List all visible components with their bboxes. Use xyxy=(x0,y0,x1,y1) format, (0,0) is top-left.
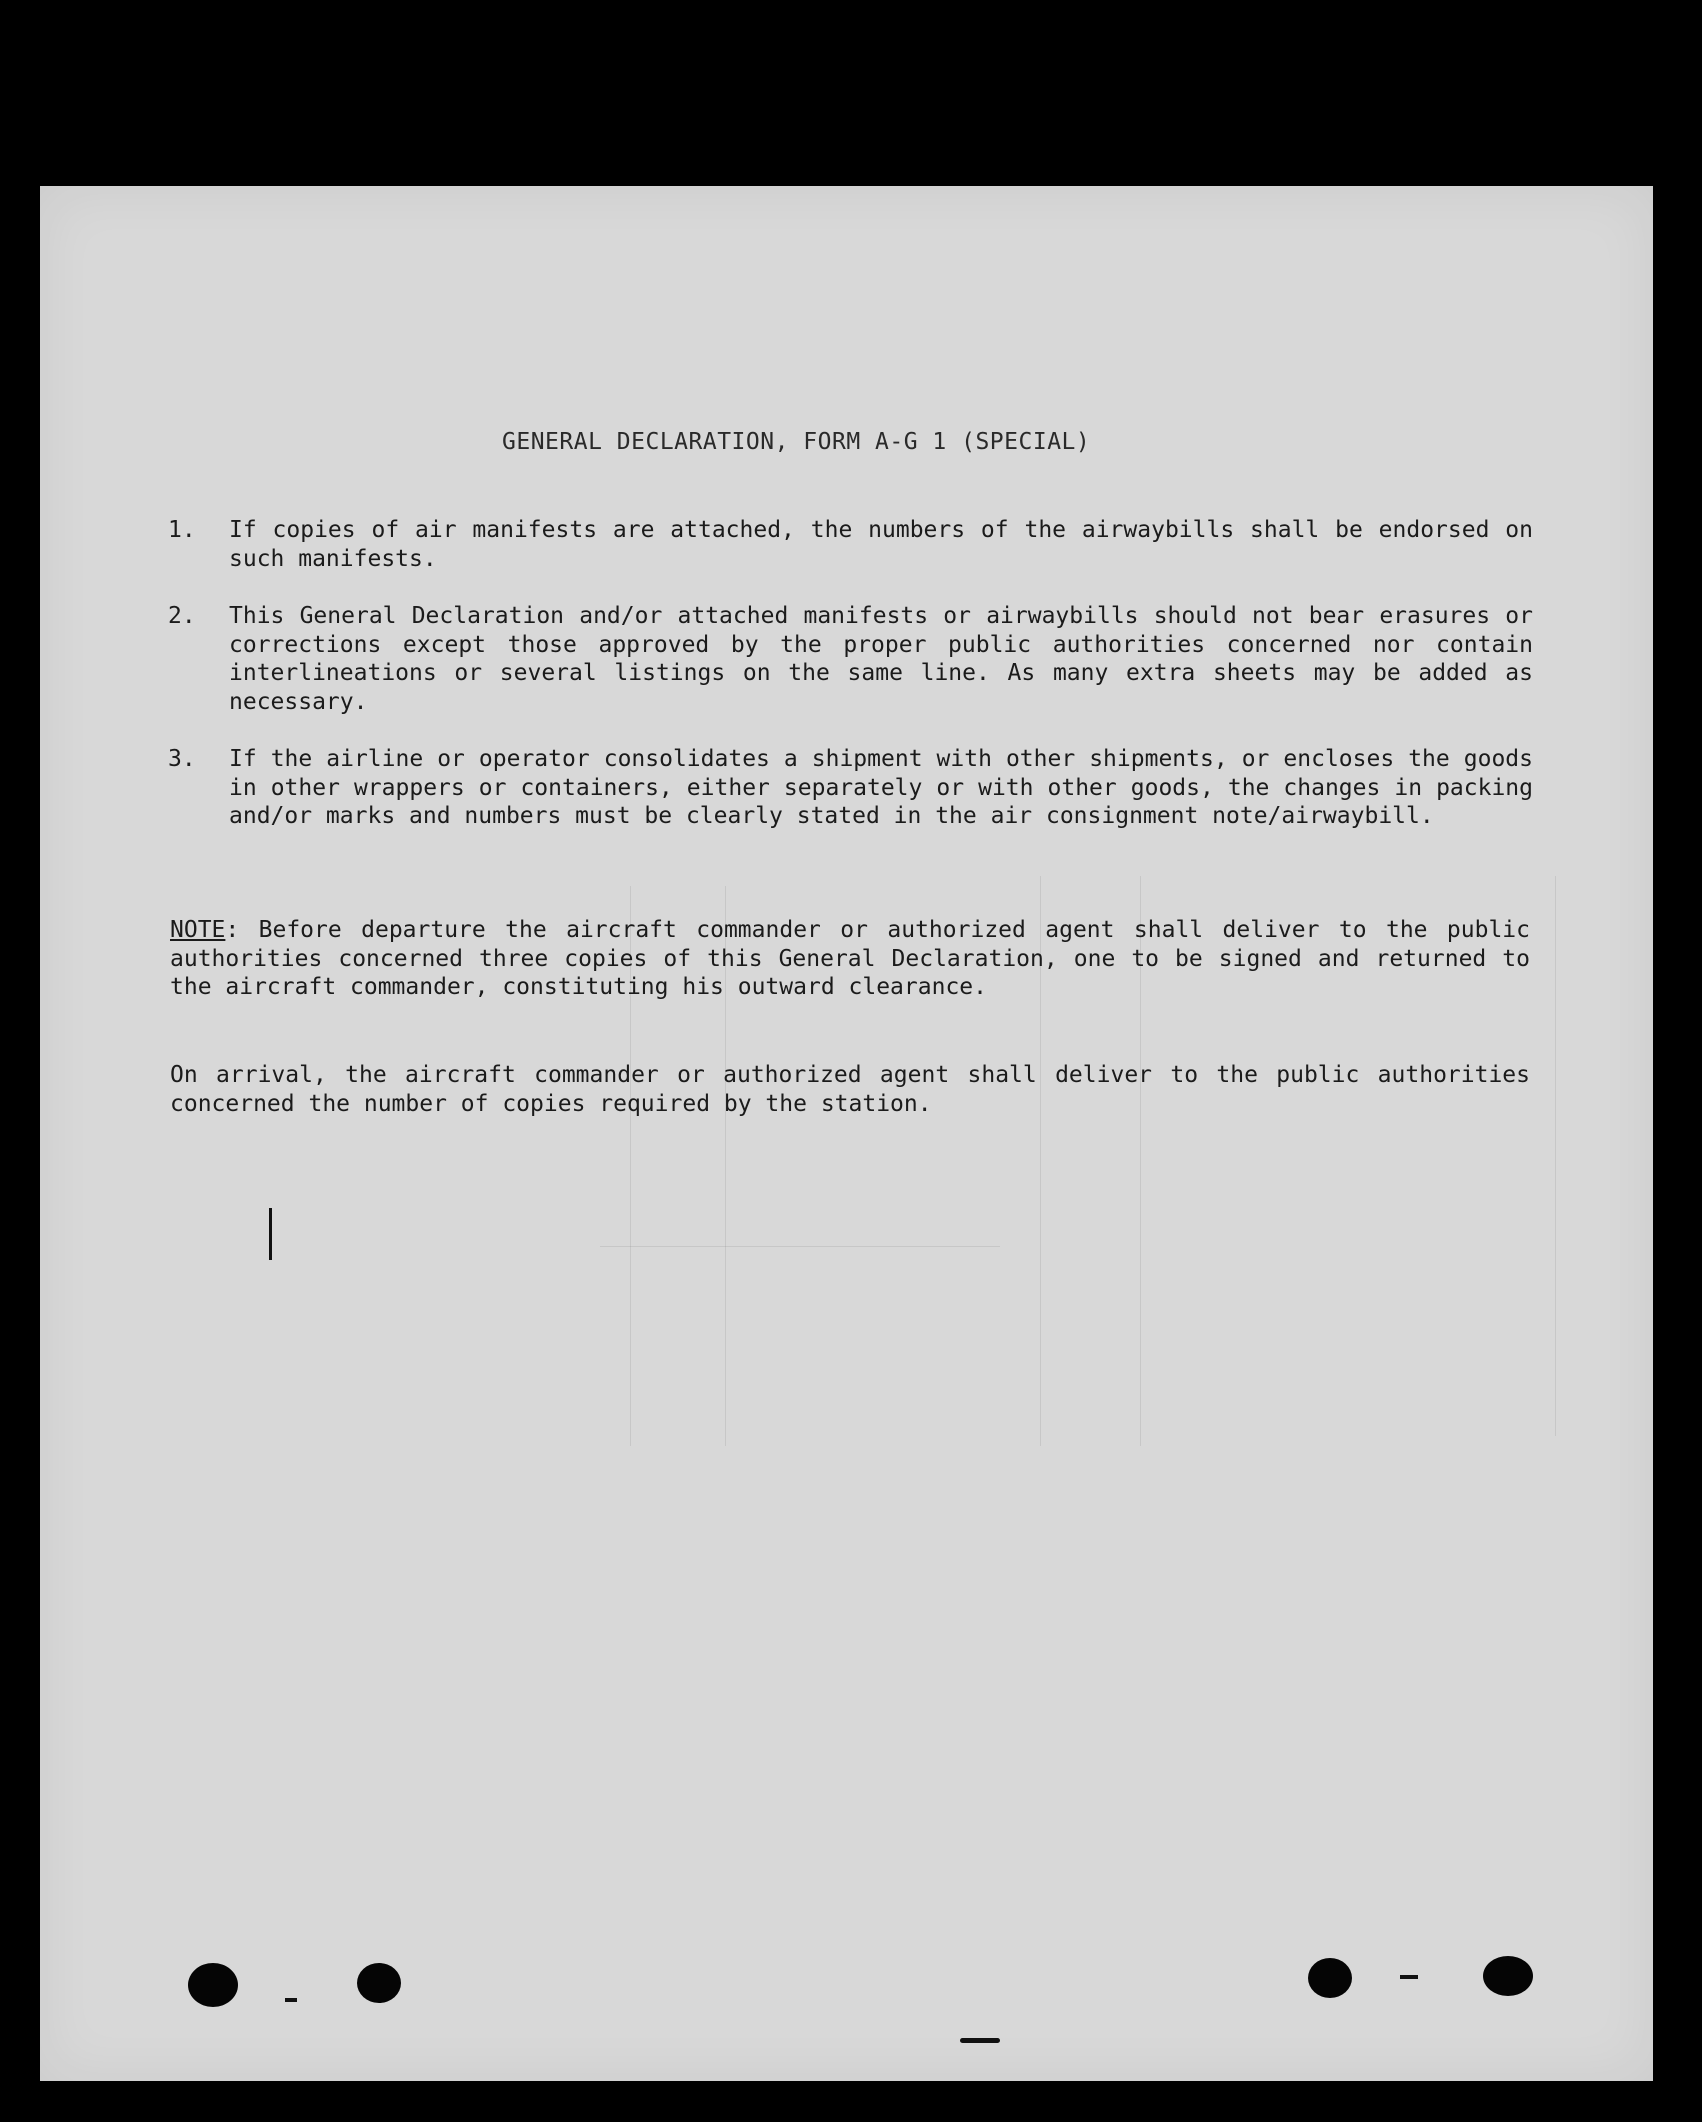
document-title: GENERAL DECLARATION, FORM A-G 1 (SPECIAL) xyxy=(502,429,1091,455)
punch-hole xyxy=(357,1963,401,2003)
instruction-item xyxy=(168,516,1533,573)
item-text: This General Declaration and/or attached manifests or airwaybills should not bear erasures or corrections except those approved by the proper public authorities concerned nor contain interlineations or several listings on the same line. As many extra sheets may be added as necessary. xyxy=(229,603,1533,715)
note-text: : Before departure the aircraft commander or authorized agent shall deliver to the public authorities concerned three copies of this General Declaration, one to be signed and returned to the aircraft commander, constituting his outward clearance. xyxy=(170,917,1530,1000)
ink-speck xyxy=(1400,1975,1418,1979)
instruction-item xyxy=(168,745,1533,831)
declaration-text xyxy=(40,186,1653,2081)
item-number: 2. xyxy=(168,603,196,629)
item-text: If the airline or operator consolidates a shipment with other shipments, or encloses the goods in other wrappers or containers, either separately or with other goods, the changes in packing and/or marks and numbers must be clearly stated in the air consignment note/airwaybill. xyxy=(229,746,1533,829)
instruction-item xyxy=(168,602,1533,716)
note-label: NOTE xyxy=(170,917,226,943)
punch-hole xyxy=(1483,1956,1533,1996)
item-number: 3. xyxy=(168,746,196,772)
ink-speck xyxy=(960,2038,1000,2043)
arrival-paragraph: On arrival, the aircraft commander or authorized agent shall deliver to the public authorities concerned the number of copies required by the station. xyxy=(170,1062,1530,1117)
item-number: 1. xyxy=(168,517,196,543)
item-text: If copies of air manifests are attached, the numbers of the airwaybills shall be endorsed on such manifests. xyxy=(229,517,1533,572)
note-paragraph xyxy=(170,916,1530,1002)
punch-hole xyxy=(1308,1958,1352,1998)
pencil-mark xyxy=(269,1208,272,1260)
punch-hole xyxy=(188,1963,238,2007)
document-page xyxy=(40,186,1653,2081)
ink-speck xyxy=(285,1998,297,2002)
